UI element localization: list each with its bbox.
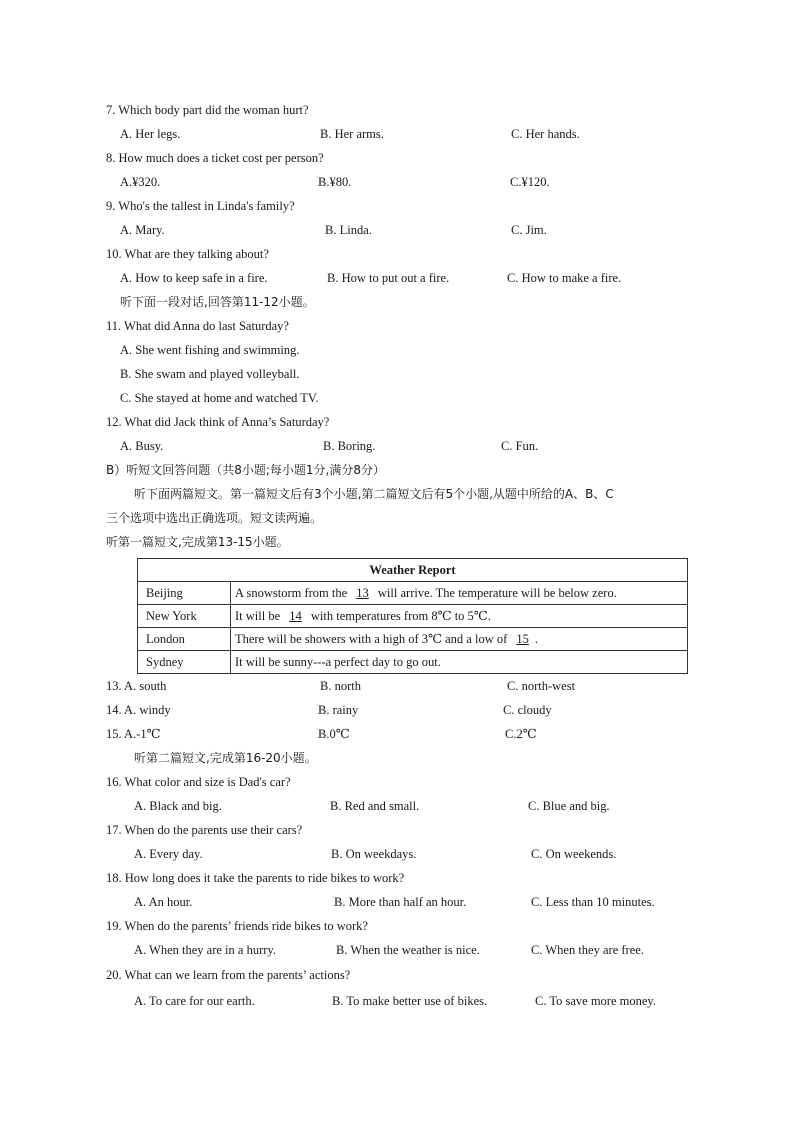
q18-option-c: C. Less than 10 minutes. <box>531 895 655 909</box>
q14-option-c: C. cloudy <box>503 703 552 717</box>
city-cell: Sydney <box>138 651 231 674</box>
q10-option-b: B. How to put out a fire. <box>327 271 450 285</box>
q11-option-c: C. She stayed at home and watched TV. <box>120 391 319 405</box>
question-7: 7. Which body part did the woman hurt? <box>106 103 309 117</box>
q20-option-a: A. To care for our earth. <box>134 994 255 1008</box>
q7-option-c: C. Her hands. <box>511 127 580 141</box>
q7-option-a: A. Her legs. <box>120 127 181 141</box>
section-b-description-2: 三个选项中选出正确选项。短文读两遍。 <box>106 511 323 525</box>
question-19: 19. When do the parents’ friends ride bikes to work? <box>106 919 368 933</box>
q13-option-b: B. north <box>320 679 361 693</box>
q18-option-b: B. More than half an hour. <box>334 895 467 909</box>
q17-option-a: A. Every day. <box>134 847 203 861</box>
q11-option-b: B. She swam and played volleyball. <box>120 367 300 381</box>
question-10: 10. What are they talking about? <box>106 247 269 261</box>
forecast-text: . <box>534 632 539 646</box>
instruction-13-15: 听第一篇短文,完成第13-15小题。 <box>106 535 289 549</box>
q9-option-c: C. Jim. <box>511 223 547 237</box>
question-16: 16. What color and size is Dad's car? <box>106 775 291 789</box>
question-17: 17. When do the parents use their cars? <box>106 823 303 837</box>
city-cell: New York <box>138 605 231 628</box>
forecast-text: with temperatures from 8℃ to 5℃. <box>310 609 491 623</box>
table-row <box>138 628 688 651</box>
forecast-text: There will be showers with a high of 3℃ and a low of <box>235 632 508 646</box>
q8-option-b: B.¥80. <box>318 175 352 189</box>
q11-option-a: A. She went fishing and swimming. <box>120 343 300 357</box>
question-11: 11. What did Anna do last Saturday? <box>106 319 289 333</box>
q12-option-c: C. Fun. <box>501 439 539 453</box>
q15-option-b: B.0℃ <box>318 727 350 741</box>
q19-option-a: A. When they are in a hurry. <box>134 943 276 957</box>
q8-option-a: A.¥320. <box>120 175 161 189</box>
q19-option-b: B. When the weather is nice. <box>336 943 480 957</box>
question-20: 20. What can we learn from the parents’ actions? <box>106 968 351 982</box>
q16-option-c: C. Blue and big. <box>528 799 610 813</box>
table-title-row <box>138 559 688 582</box>
blank-15: 15 <box>516 632 529 646</box>
forecast-text: will arrive. The temperature will be below zero. <box>377 586 617 600</box>
q17-option-c: C. On weekends. <box>531 847 617 861</box>
blank-14: 14 <box>289 609 302 623</box>
forecast-text: A snowstorm from the <box>235 586 348 600</box>
question-8: 8. How much does a ticket cost per person? <box>106 151 324 165</box>
forecast-cell <box>231 651 688 674</box>
section-b-heading: B）听短文回答问题（共8小题;每小题1分,满分8分） <box>106 463 385 477</box>
q20-option-c: C. To save more money. <box>535 994 656 1008</box>
question-12: 12. What did Jack think of Anna’s Saturday? <box>106 415 330 429</box>
instruction-16-20: 听第二篇短文,完成第16-20小题。 <box>134 751 317 765</box>
q16-option-b: B. Red and small. <box>330 799 420 813</box>
forecast-cell <box>231 605 688 628</box>
city-cell: Beijing <box>138 582 231 605</box>
question-15: 15. A.-1℃ <box>106 727 161 741</box>
q10-option-a: A. How to keep safe in a fire. <box>120 271 268 285</box>
forecast-text: It will be sunny---a perfect day to go out. <box>235 655 441 669</box>
q12-option-b: B. Boring. <box>323 439 376 453</box>
city-cell: London <box>138 628 231 651</box>
blank-13: 13 <box>356 586 369 600</box>
forecast-cell <box>231 628 688 651</box>
q17-option-b: B. On weekdays. <box>331 847 417 861</box>
section-b-description-1: 听下面两篇短文。第一篇短文后有3个小题,第二篇短文后有5个小题,从题中所给的A、B、C <box>134 487 614 501</box>
weather-report-table <box>137 558 688 674</box>
q9-option-b: B. Linda. <box>325 223 372 237</box>
q20-option-b: B. To make better use of bikes. <box>332 994 488 1008</box>
q10-option-c: C. How to make a fire. <box>507 271 622 285</box>
question-9: 9. Who's the tallest in Linda's family? <box>106 199 295 213</box>
table-row <box>138 651 688 674</box>
q15-option-c: C.2℃ <box>505 727 537 741</box>
q8-option-c: C.¥120. <box>510 175 550 189</box>
q9-option-a: A. Mary. <box>120 223 165 237</box>
question-18: 18. How long does it take the parents to ride bikes to work? <box>106 871 405 885</box>
forecast-text: It will be <box>235 609 281 623</box>
q13-option-c: C. north-west <box>507 679 576 693</box>
q7-option-b: B. Her arms. <box>320 127 384 141</box>
q16-option-a: A. Black and big. <box>134 799 222 813</box>
question-14: 14. A. windy <box>106 703 171 717</box>
q19-option-c: C. When they are free. <box>531 943 644 957</box>
q12-option-a: A. Busy. <box>120 439 164 453</box>
instruction-11-12: 听下面一段对话,回答第11-12小题。 <box>120 295 315 309</box>
q18-option-a: A. An hour. <box>134 895 193 909</box>
question-13: 13. A. south <box>106 679 167 693</box>
q14-option-b: B. rainy <box>318 703 359 717</box>
table-title: Weather Report <box>138 559 688 582</box>
table-row <box>138 605 688 628</box>
forecast-cell <box>231 582 688 605</box>
table-row <box>138 582 688 605</box>
